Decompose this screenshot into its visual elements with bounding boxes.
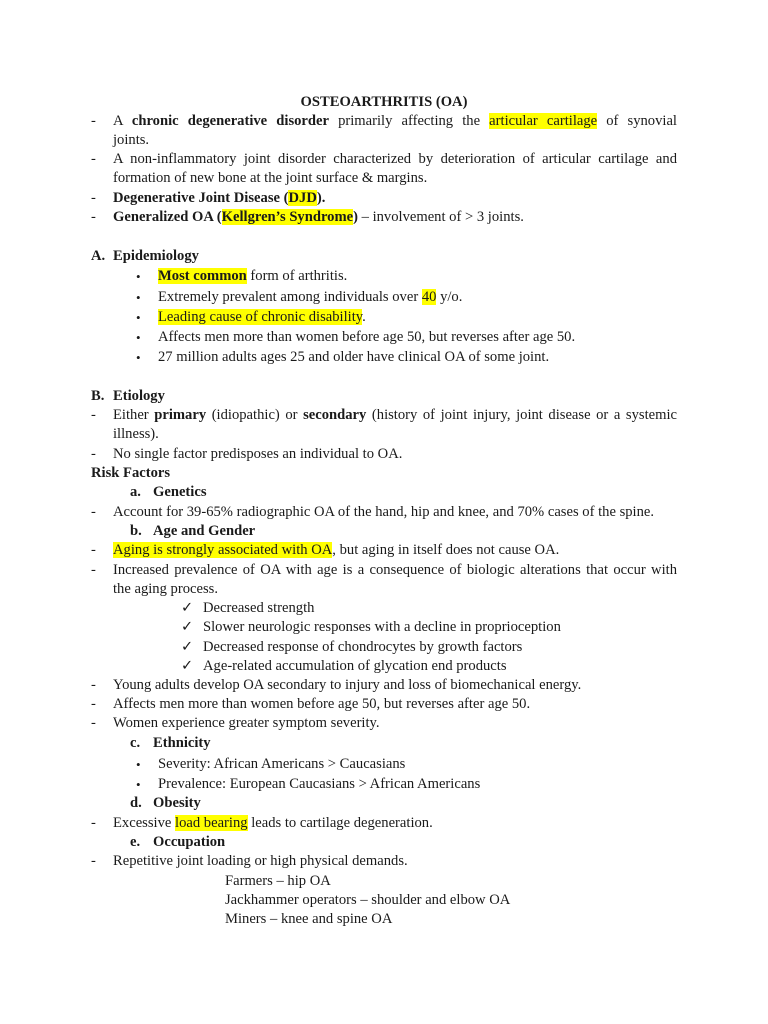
genetics-line-1: Account for 39-65% radiographic OA of the hand, hip and knee, and 70% cases of the spine. [113, 504, 655, 520]
occupation-letter: e. [130, 834, 141, 850]
intro-line-1-cont: joints. [113, 132, 150, 148]
occupation-item: Farmers – hip OA [225, 873, 331, 889]
highlight: Kellgren’s Syndrome [221, 209, 354, 225]
check-item: Slower neurologic responses with a decline in proprioception [203, 619, 561, 635]
intro-line-1: A chronic degenerative disorder primarily affecting the articular cartilage of synovial [113, 113, 677, 129]
bullet: • [136, 330, 141, 345]
checkmark-icon: ✓ [181, 600, 194, 616]
age-gender-letter: b. [130, 523, 142, 539]
highlight: 40 [421, 289, 437, 305]
section-a-bullet-1: Most common form of arthritis. [158, 268, 348, 284]
section-b-line-2: No single factor predisposes an individual to OA. [113, 446, 403, 462]
occupation-title: Occupation [153, 834, 226, 850]
section-a-title: Epidemiology [113, 248, 199, 264]
list-dash: - [91, 190, 96, 206]
obesity-letter: d. [130, 795, 142, 811]
section-b-title: Etiology [113, 388, 165, 404]
intro-line-2: A non-inflammatory joint disorder characterized by deterioration of articular cartilage and [113, 151, 677, 167]
section-a-bullet-5: 27 million adults ages 25 and older have clinical OA of some joint. [158, 349, 550, 365]
intro-line-3: Degenerative Joint Disease (DJD). [113, 190, 326, 206]
list-dash: - [91, 151, 96, 167]
list-dash: - [91, 696, 96, 712]
section-a-bullet-4: Affects men more than women before age 50, but reverses after age 50. [158, 329, 576, 345]
list-dash: - [91, 853, 96, 869]
check-item: Decreased strength [203, 600, 315, 616]
section-b-line-1-cont: illness). [113, 426, 159, 442]
list-dash: - [91, 407, 96, 423]
bullet: • [136, 777, 141, 792]
age-gender-line-4: Affects men more than women before age 50, but reverses after age 50. [113, 696, 531, 712]
obesity-line-1: Excessive load bearing leads to cartilage degeneration. [113, 815, 433, 831]
occupation-item: Jackhammer operators – shoulder and elbow OA [225, 892, 511, 908]
ethnicity-title: Ethnicity [153, 735, 211, 751]
ethnicity-bullet-2: Prevalence: European Caucasians > African Americans [158, 776, 481, 792]
bullet: • [136, 290, 141, 305]
highlight: load bearing [175, 815, 248, 831]
section-a-letter: A. [91, 248, 106, 264]
check-item: Age-related accumulation of glycation end products [203, 658, 507, 674]
page-title: OSTEOARTHRITIS (OA) [300, 94, 468, 110]
checkmark-icon: ✓ [181, 639, 194, 655]
ethnicity-letter: c. [130, 735, 141, 751]
occupation-item: Miners – knee and spine OA [225, 911, 393, 927]
check-item: Decreased response of chondrocytes by growth factors [203, 639, 523, 655]
age-gender-line-1: Aging is strongly associated with OA, but aging in itself does not cause OA. [113, 542, 560, 558]
age-gender-line-5: Women experience greater symptom severity. [113, 715, 380, 731]
age-gender-line-3: Young adults develop OA secondary to injury and loss of biomechanical energy. [113, 677, 582, 693]
highlight: Most common [158, 268, 247, 284]
highlight: DJD [288, 190, 317, 206]
intro-line-2-cont: formation of new bone at the joint surface & margins. [113, 170, 428, 186]
age-gender-line-2-cont: the aging process. [113, 581, 218, 597]
highlight: articular cartilage [489, 113, 598, 129]
list-dash: - [91, 815, 96, 831]
obesity-title: Obesity [153, 795, 201, 811]
bullet: • [136, 350, 141, 365]
highlight: Leading cause of chronic disability [158, 309, 363, 325]
list-dash: - [91, 677, 96, 693]
age-gender-title: Age and Gender [153, 523, 256, 539]
list-dash: - [91, 542, 96, 558]
list-dash: - [91, 209, 96, 225]
risk-factors-heading: Risk Factors [91, 465, 171, 481]
occupation-line-1: Repetitive joint loading or high physical demands. [113, 853, 408, 869]
list-dash: - [91, 113, 96, 129]
list-dash: - [91, 446, 96, 462]
genetics-letter: a. [130, 484, 141, 500]
section-b-letter: B. [91, 388, 105, 404]
list-dash: - [91, 504, 96, 520]
bullet: • [136, 310, 141, 325]
intro-line-4: Generalized OA (Kellgren’s Syndrome) – involvement of > 3 joints. [113, 209, 524, 225]
ethnicity-bullet-1: Severity: African Americans > Caucasians [158, 756, 406, 772]
checkmark-icon: ✓ [181, 658, 194, 674]
checkmark-icon: ✓ [181, 619, 194, 635]
bullet: • [136, 269, 141, 284]
age-gender-line-2: Increased prevalence of OA with age is a consequence of biologic alterations that occur with [113, 562, 677, 578]
genetics-title: Genetics [153, 484, 207, 500]
highlight: Aging is strongly associated with OA [113, 542, 333, 558]
bullet: • [136, 757, 141, 772]
section-a-bullet-3: Leading cause of chronic disability. [158, 309, 366, 325]
list-dash: - [91, 562, 96, 578]
section-a-bullet-2: Extremely prevalent among individuals over 40 y/o. [158, 289, 463, 305]
section-b-line-1: Either primary (idiopathic) or secondary (history of joint injury, joint disease or a systemic [113, 407, 677, 423]
list-dash: - [91, 715, 96, 731]
